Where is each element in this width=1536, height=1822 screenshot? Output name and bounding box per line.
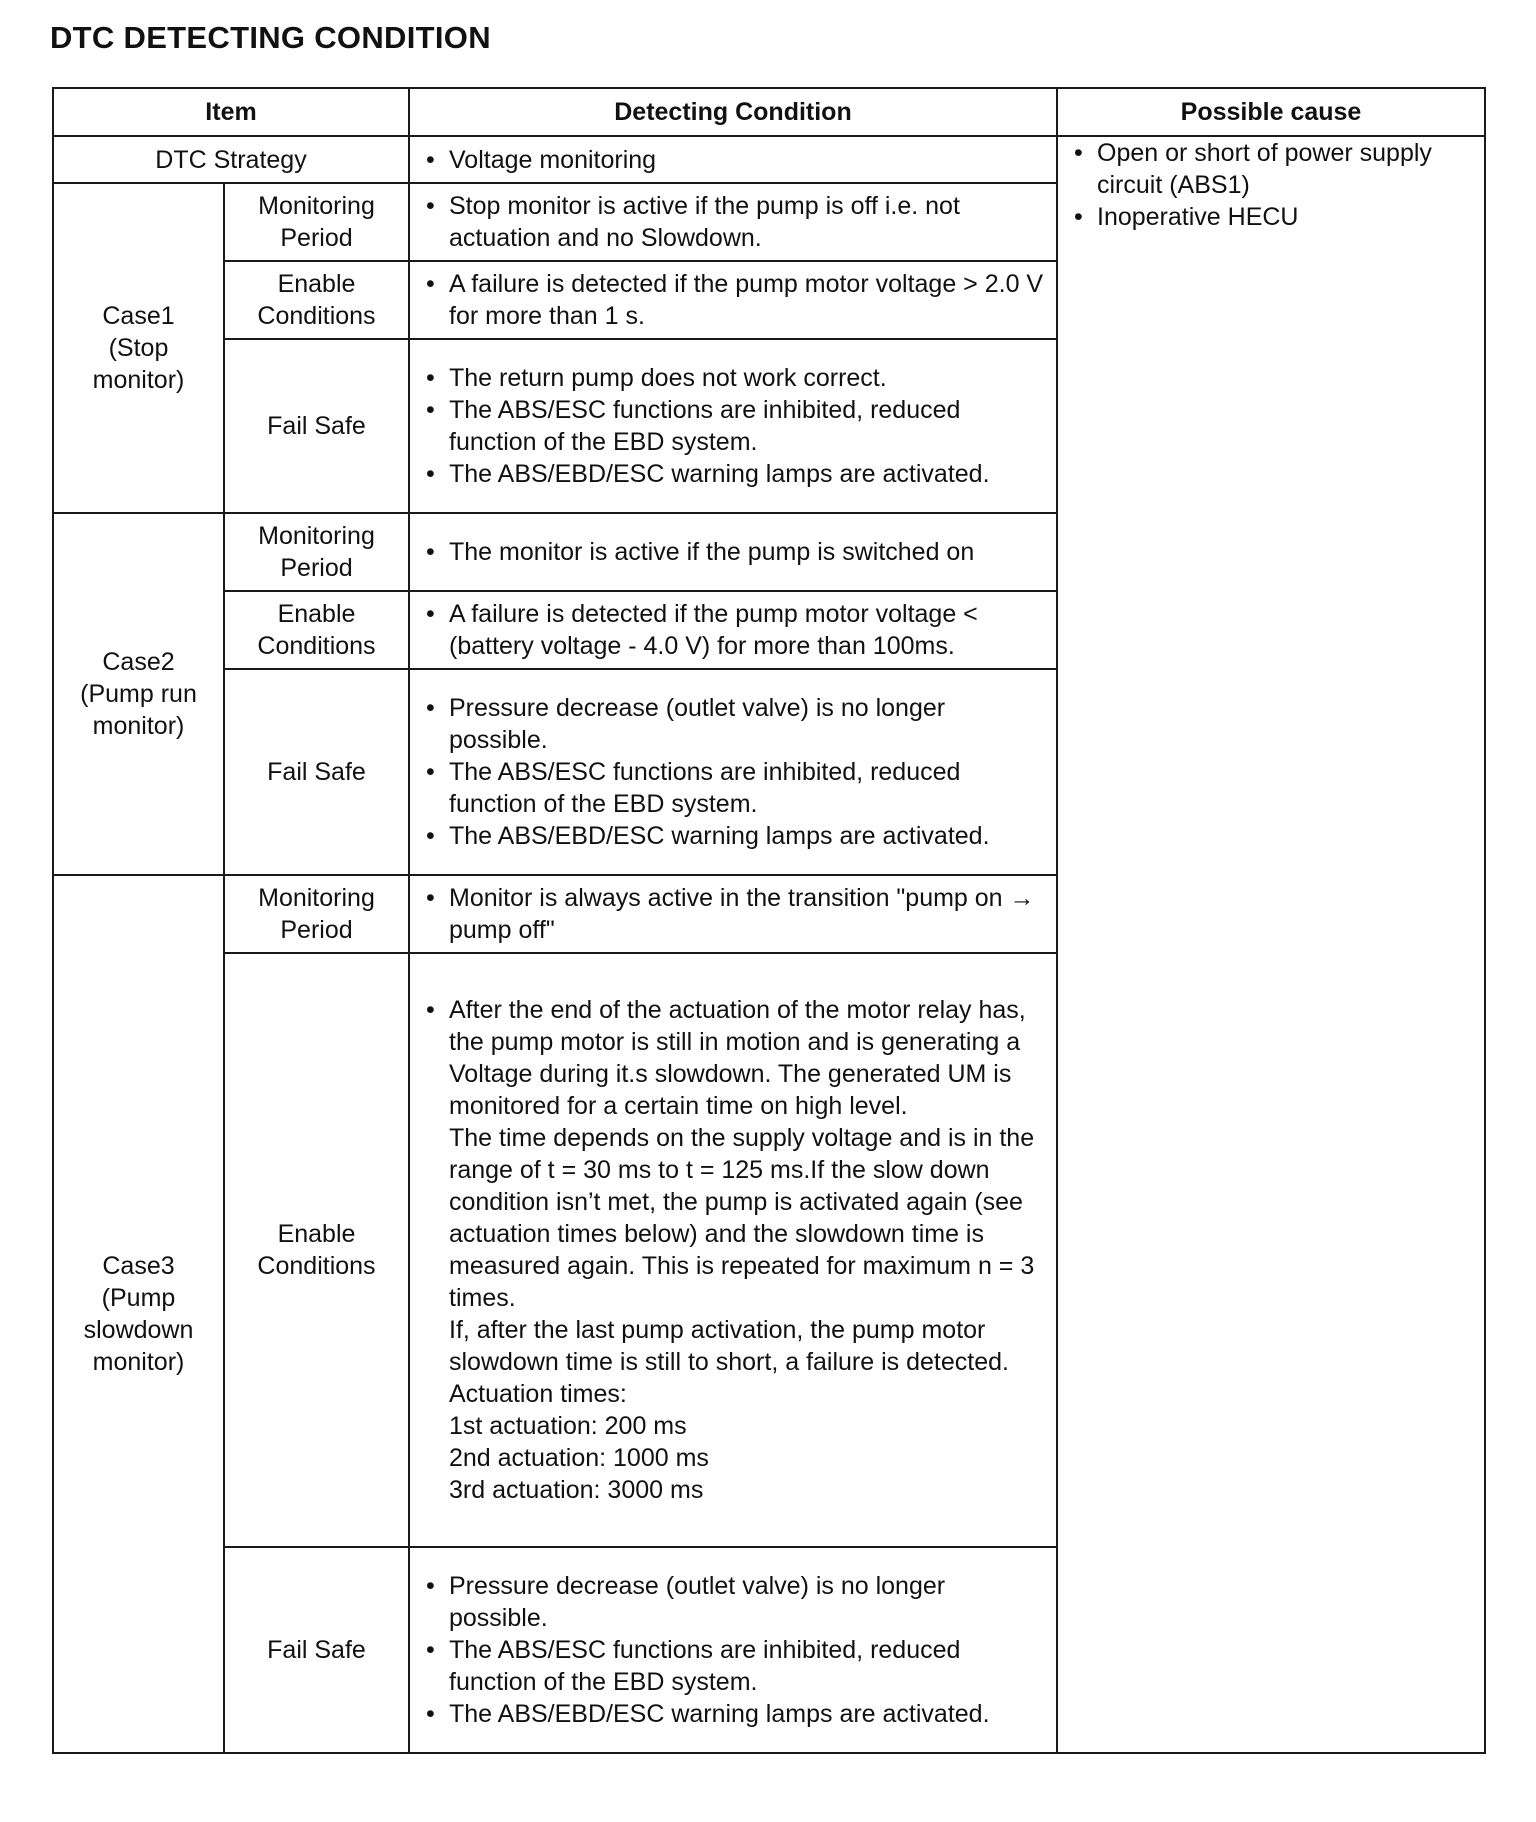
case3-fail-safe-condition [409, 1547, 1057, 1753]
enable-paragraph: The time depends on the supply voltage and is in the range of t = 30 ms to t = 125 ms.If the slow down condition isn’t met, the pump is activated again (see actuation times below) and the slowdown time is measured again. This is repeated for maximum n = 3 times. [449, 1124, 1035, 1312]
list-item: • The ABS/ESC functions are inhibited, reduced function of the EBD system. [422, 756, 1046, 820]
actuation-time: 2nd actuation: 1000 ms [449, 1444, 709, 1472]
case1-fail-safe-label: Fail Safe [224, 339, 409, 513]
list-item: • The ABS/EBD/ESC warning lamps are activated. [422, 820, 1046, 852]
header-item: Item [53, 88, 409, 136]
list-item: • The ABS/EBD/ESC warning lamps are activated. [422, 1698, 1046, 1730]
case2-enable-conditions-condition [409, 591, 1057, 669]
actuation-time: 3rd actuation: 3000 ms [449, 1476, 704, 1504]
actuation-times-heading: Actuation times: [449, 1380, 627, 1408]
header-possible-cause: Possible cause [1057, 88, 1485, 136]
page-title: DTC DETECTING CONDITION [50, 20, 491, 55]
header-detecting-condition: Detecting Condition [409, 88, 1057, 136]
case2-fail-safe-condition [409, 669, 1057, 875]
case1-fail-safe-condition [409, 339, 1057, 513]
case2-fail-safe-label: Fail Safe [224, 669, 409, 875]
possible-cause-item: • Open or short of power supply circuit (ABS1) [1070, 137, 1472, 201]
list-item: • Monitor is always active in the transition "pump on → pump off" [422, 882, 1046, 946]
actuation-time: 1st actuation: 200 ms [449, 1412, 687, 1440]
case3-enable-conditions-condition [409, 953, 1057, 1547]
case1-monitoring-period-condition [409, 183, 1057, 261]
case2-monitoring-period-label: Monitoring Period [224, 513, 409, 591]
case2-enable-conditions-label: Enable Conditions [224, 591, 409, 669]
dtc-strategy-label: DTC Strategy [53, 136, 409, 183]
case3-label: Case3 (Pump slowdown monitor) [53, 875, 224, 1753]
list-item: • After the end of the actuation of the motor relay has, the pump motor is still in motion and is generating a Voltage during it.s slowdown. The generated UM is monitored for a certain time on high level. [422, 994, 1046, 1122]
dtc-table [52, 87, 1486, 1754]
case2-monitoring-period-condition [409, 513, 1057, 591]
case3-monitoring-period-label: Monitoring Period [224, 875, 409, 953]
list-item: • A failure is detected if the pump motor voltage > 2.0 V for more than 1 s. [422, 268, 1046, 332]
possible-cause-item: • Inoperative HECU [1070, 201, 1472, 233]
list-item: • Pressure decrease (outlet valve) is no longer possible. [422, 1570, 1046, 1634]
case3-enable-conditions-label: Enable Conditions [224, 953, 409, 1547]
header-row [53, 88, 1485, 136]
case1-label: Case1 (Stop monitor) [53, 183, 224, 513]
case3-fail-safe-label: Fail Safe [224, 1547, 409, 1753]
list-item: • The ABS/EBD/ESC warning lamps are activated. [422, 458, 1046, 490]
possible-cause-cell [1057, 136, 1485, 1753]
list-item: • The monitor is active if the pump is switched on [422, 536, 1046, 568]
list-item: • The return pump does not work correct. [422, 362, 1046, 394]
case3-monitoring-period-condition [409, 875, 1057, 953]
case1-monitoring-period-label: Monitoring Period [224, 183, 409, 261]
list-item: • The ABS/ESC functions are inhibited, reduced function of the EBD system. [422, 394, 1046, 458]
enable-paragraph: If, after the last pump activation, the pump motor slowdown time is still to short, a failure is detected. [449, 1316, 1009, 1376]
case1-enable-conditions-label: Enable Conditions [224, 261, 409, 339]
list-item: • Stop monitor is active if the pump is off i.e. not actuation and no Slowdown. [422, 190, 1046, 254]
case1-enable-conditions-condition [409, 261, 1057, 339]
table-row [53, 136, 1485, 183]
list-item: • Voltage monitoring [422, 144, 1046, 176]
dtc-strategy-condition [409, 136, 1057, 183]
list-item: • A failure is detected if the pump motor voltage < (battery voltage - 4.0 V) for more than 100ms. [422, 598, 1046, 662]
case2-label: Case2 (Pump run monitor) [53, 513, 224, 875]
list-item: • Pressure decrease (outlet valve) is no longer possible. [422, 692, 1046, 756]
list-item: • The ABS/ESC functions are inhibited, reduced function of the EBD system. [422, 1634, 1046, 1698]
